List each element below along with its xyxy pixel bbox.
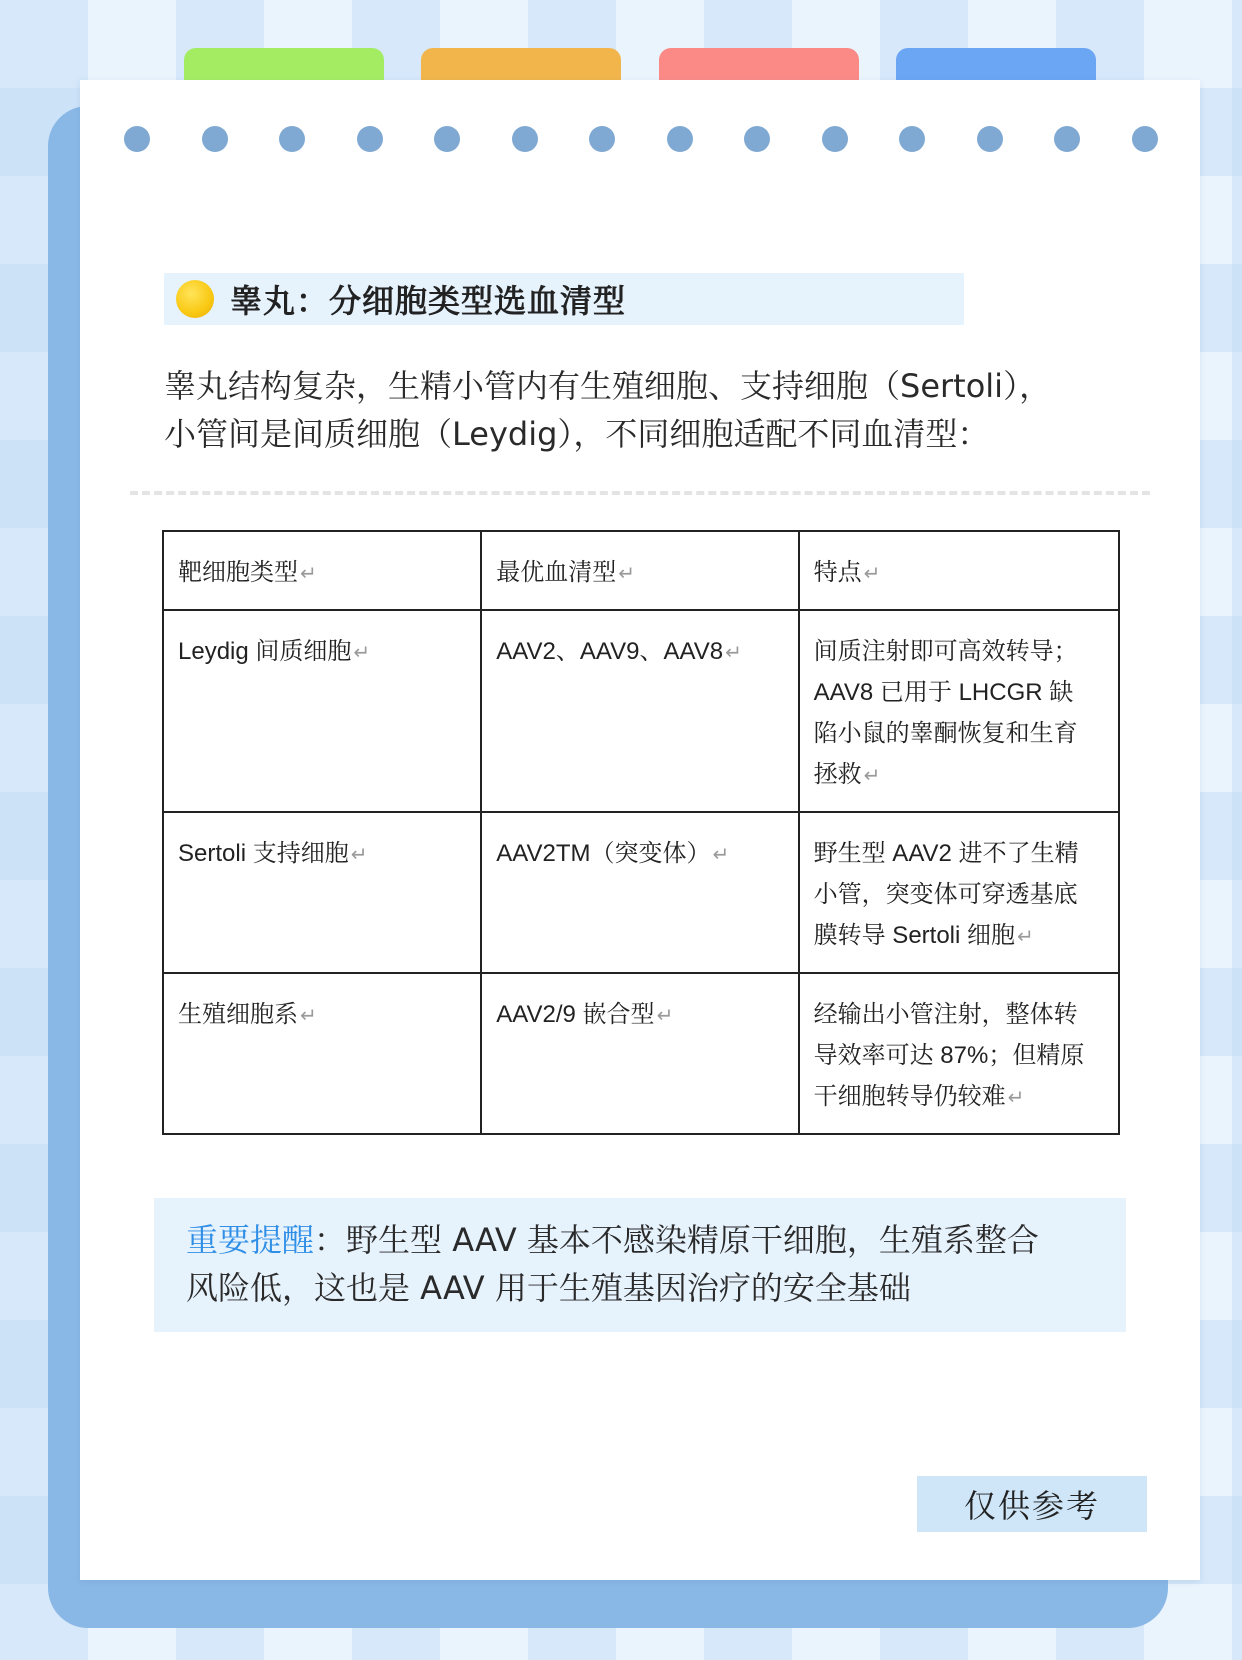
- reminder-label: 重要提醒: [186, 1221, 315, 1259]
- return-icon: ↵: [300, 563, 317, 585]
- binder-holes: [80, 80, 1200, 180]
- return-icon: ↵: [618, 563, 636, 585]
- intro-line: 小管间是间质细胞（Leydig），不同细胞适配不同血清型：: [164, 415, 990, 453]
- feature: 野生型 AAV2 进不了生精 小管，突变体可穿透基底 膜转导 Sertoli 细胞 ↵: [799, 812, 1119, 973]
- reminder-box: [154, 1198, 1126, 1332]
- serotype: AAV2TM（突变体） ↵: [481, 812, 798, 973]
- serotype: AAV2、AAV9、AAV8 ↵: [481, 610, 798, 812]
- reminder-line: 风险低，这也是 AAV 用于生殖基因治疗的安全基础: [186, 1269, 911, 1307]
- binder-hole-dot: [512, 126, 538, 152]
- binder-hole-dot: [357, 126, 383, 152]
- binder-hole-dot: [124, 126, 150, 152]
- table-header-row: [163, 531, 1119, 610]
- section-title: 睾丸：分细胞类型选血清型: [230, 282, 627, 320]
- return-icon: ↵: [725, 642, 742, 664]
- return-icon: ↵: [863, 563, 881, 585]
- return-icon: ↵: [656, 1005, 674, 1027]
- header-cell: 最优血清型 ↵: [481, 531, 798, 610]
- return-icon: ↵: [1017, 926, 1034, 948]
- binder-hole-dot: [744, 126, 770, 152]
- feature: 间质注射即可高效转导； AAV8 已用于 LHCGR 缺 陷小鼠的睾酮恢复和生育 拯救 ↵: [799, 610, 1119, 812]
- binder-hole-dot: [977, 126, 1003, 152]
- table-row: [163, 973, 1119, 1134]
- binder-hole-dot: [667, 126, 693, 152]
- binder-hole-dot: [202, 126, 228, 152]
- binder-hole-dot: [434, 126, 460, 152]
- return-icon: ↵: [712, 844, 730, 866]
- table-row: [163, 812, 1119, 973]
- intro-line: 睾丸结构复杂，生精小管内有生殖细胞、支持细胞（Sertoli），: [164, 367, 1052, 405]
- reference-only-badge: 仅供参考: [917, 1476, 1147, 1532]
- return-icon: ↵: [350, 844, 368, 866]
- dashed-divider: [130, 491, 1150, 495]
- header-cell: 特点 ↵: [799, 531, 1119, 610]
- binder-hole-dot: [1132, 126, 1158, 152]
- binder-hole-dot: [1054, 126, 1080, 152]
- binder-hole-dot: [589, 126, 615, 152]
- feature: 经输出小管注射，整体转 导效率可达 87%；但精原 干细胞转导仍较难 ↵: [799, 973, 1119, 1134]
- header-cell: 靶细胞类型 ↵: [163, 531, 481, 610]
- serotype: AAV2/9 嵌合型 ↵: [481, 973, 798, 1134]
- return-icon: ↵: [1007, 1087, 1025, 1109]
- table-row: [163, 610, 1119, 812]
- cell-type: 生殖细胞系 ↵: [163, 973, 481, 1134]
- return-icon: ↵: [300, 1005, 317, 1027]
- note-card: [80, 80, 1200, 1580]
- binder-hole-dot: [822, 126, 848, 152]
- serotype-table: [162, 530, 1120, 1135]
- binder-hole-dot: [279, 126, 305, 152]
- yellow-circle-icon: [176, 280, 214, 318]
- section-header: [164, 273, 964, 325]
- return-icon: ↵: [863, 765, 881, 787]
- cell-type: Sertoli 支持细胞 ↵: [163, 812, 481, 973]
- binder-hole-dot: [899, 126, 925, 152]
- reminder-line: 重要提醒：野生型 AAV 基本不感染精原干细胞，生殖系整合: [186, 1221, 1039, 1259]
- cell-type: Leydig 间质细胞 ↵: [163, 610, 481, 812]
- intro-paragraph: [164, 362, 1124, 458]
- return-icon: ↵: [353, 642, 371, 664]
